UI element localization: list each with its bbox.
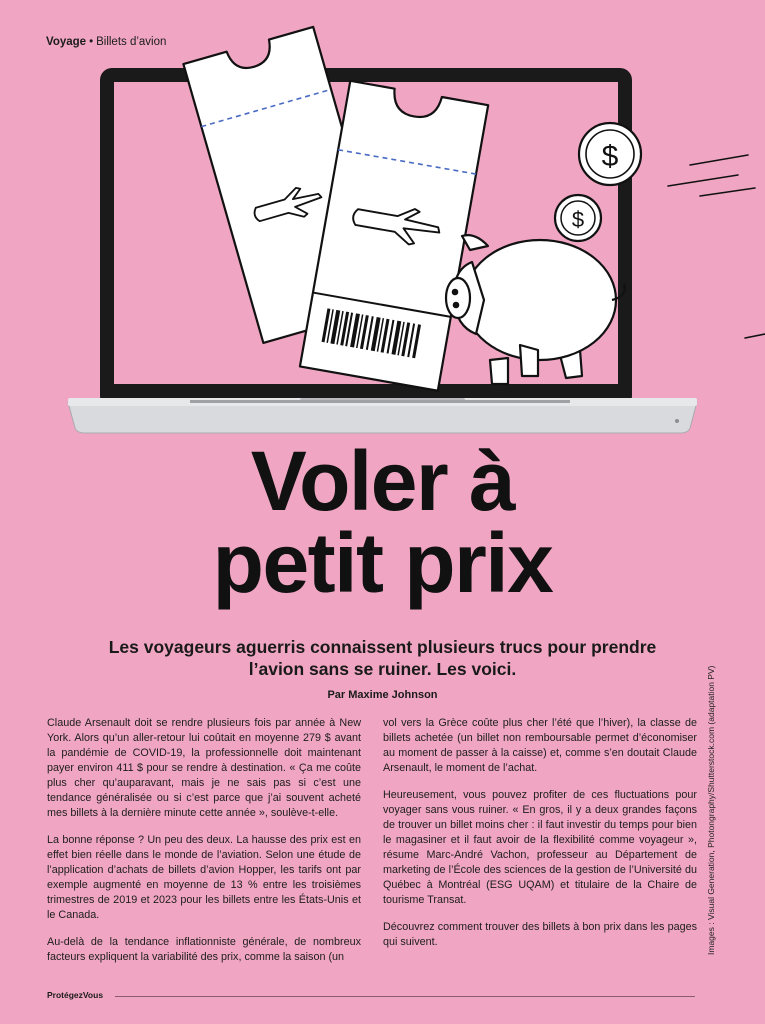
footer-brand: ProtégezVous bbox=[47, 990, 104, 1000]
title-line-2: petit prix bbox=[212, 516, 553, 610]
body-paragraph: Découvrez comment trouver des billets à bon prix dans les pages qui suivent. bbox=[383, 921, 697, 948]
body-paragraph: La bonne réponse ? Un peu des deux. La hausse des prix est en effet bien réelle dans le monde de l’aviation. Selon une étude de l’application d’achats de billets d’avion Hopper, les tarifs ont par exemple augmenté en moyenne de 13 % entre les troisièmes trimestres de 2019 et 2023 pour les billets entre les États-Unis et le Canada. bbox=[47, 834, 361, 921]
article-byline: Par Maxime Johnson bbox=[327, 689, 438, 701]
laptop-tickets-illustration bbox=[0, 0, 765, 450]
coin-symbol: $ bbox=[601, 140, 619, 173]
footer-divider bbox=[115, 996, 695, 997]
body-paragraph: Au-delà de la tendance inflationniste générale, de nombreux facteurs expliquent la variabilité des prix, comme la saison (un bbox=[47, 936, 361, 963]
body-column-right bbox=[383, 716, 697, 962]
section-separator: • bbox=[89, 36, 94, 48]
dollar-coin-icon bbox=[555, 195, 601, 241]
subsection-name: Billets d’avion bbox=[96, 36, 167, 48]
body-paragraph: Heureusement, vous pouvez profiter de ces fluctuations pour voyager sans vous ruiner. « En gros, il y a deux grandes façons de trouver un billet moins cher : il faut investir du temps pour bien le magasiner et il faut avoir de la flexibilité comme voyageur », résume Marc-André Vachon, professeur au Département de marketing de l’École des sciences de la gestion de l’Université du Québec à Montréal (ESG UQAM) et titulaire de la Chaire de tourisme Transat. bbox=[383, 789, 697, 906]
article-deck: Les voyageurs aguerris connaissent plusieurs trucs pour prendre l’avion sans se ruiner. Les voici. bbox=[108, 637, 657, 679]
image-credit: Images : Visual Generation, Photongraphy/Shutterstock.com (adaptation PV) bbox=[706, 665, 716, 955]
title-line-1: Voler à bbox=[250, 434, 515, 528]
body-column-left bbox=[47, 716, 361, 977]
dollar-coin-icon bbox=[579, 123, 641, 185]
body-paragraph: vol vers la Grèce coûte plus cher l’été que l’hiver), la classe de billets achetée (un billet non remboursable permet d’économiser au moment de passer à la caisse) et, comme s’en doutait Claude Arsenault, le moment de l’achat. bbox=[383, 717, 697, 774]
article-title bbox=[0, 434, 765, 610]
coin-symbol: $ bbox=[571, 207, 585, 232]
body-paragraph: Claude Arsenault doit se rendre plusieurs fois par année à New York. Alors qu’un aller-retour lui coûtait en moyenne 279 $ avant la pandémie de COVID-19, la professionnelle doit maintenant payer environ 411 $ pour se rendre à destination. « Ça me coûte plus cher qu’auparavant, mais je ne sais pas si c’est une tendance généralisée ou si c’est parce que j’ai souvent acheté mes billets à la dernière minute cette année », soulève-t-elle. bbox=[47, 717, 361, 819]
motion-lines bbox=[668, 155, 765, 338]
section-name: Voyage bbox=[46, 36, 87, 48]
